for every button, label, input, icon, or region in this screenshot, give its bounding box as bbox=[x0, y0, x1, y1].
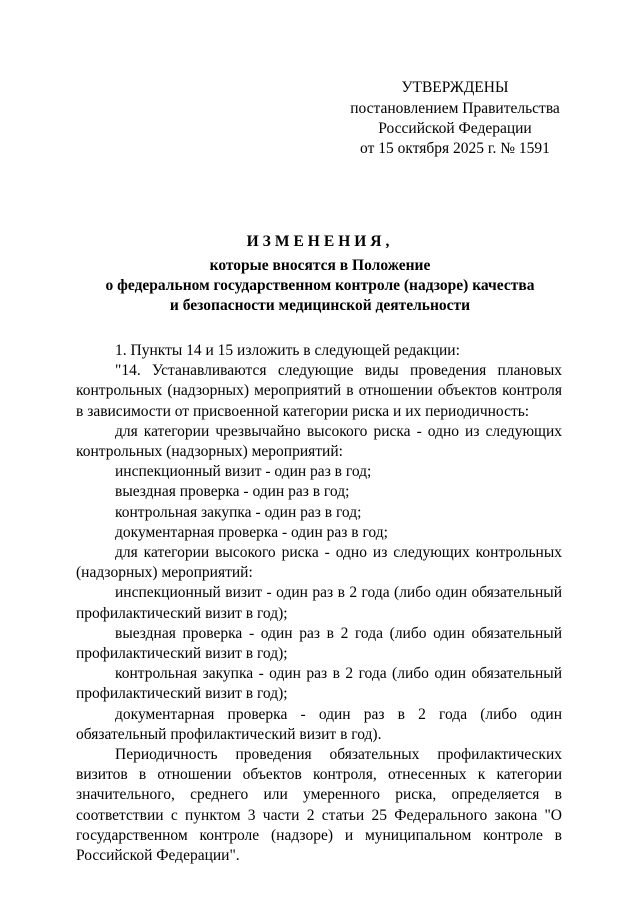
paragraph: выездная проверка - один раз в 2 года (либо один обязательный профилактический визит в год); bbox=[76, 624, 562, 663]
paragraph: инспекционный визит - один раз в год; bbox=[115, 463, 372, 481]
paragraph: для категории чрезвычайно высокого риска - одно из следующих контрольных (надзорных) мероприятий: bbox=[76, 422, 562, 461]
paragraph: инспекционный визит - один раз в 2 года (либо один обязательный профилактический визит в год); bbox=[76, 584, 562, 622]
document-subtitle bbox=[40, 256, 600, 316]
paragraph: для категории высокого риска - одно из следующих контрольных (надзорных) мероприятий: bbox=[76, 544, 562, 582]
subtitle-line: о федеральном государственном контроле (надзоре) качества bbox=[105, 277, 535, 294]
document-body bbox=[76, 341, 562, 866]
paragraph: документарная проверка - один раз в 2 года (либо один обязательный профилактический визит в год). bbox=[76, 705, 562, 743]
approval-heading: УТВЕРЖДЕНЫ bbox=[401, 79, 509, 96]
paragraph: документарная проверка - один раз в год; bbox=[115, 523, 388, 541]
subtitle-line: и безопасности медицинской деятельности bbox=[169, 297, 471, 314]
paragraph: "14. Устанавливаются следующие виды проведения плановых контрольных (надзорных) мероприятий в отношении объектов контроля в зависимости от присвоенной категории риска и их периодичность: bbox=[76, 362, 562, 420]
approval-line: постановлением Правительства bbox=[350, 100, 560, 117]
paragraph: контрольная закупка - один раз в год; bbox=[115, 503, 362, 521]
paragraph: Периодичность проведения обязательных профилактических визитов в отношении объектов контроля, отнесенных к категории значительного, среднего или умеренного риска, определяется в соответствии с пунктом 3 части 2 статьи 25 Федерального закона "О государственном контроле (надзоре) и муниципальном контроле в Российской Федерации". bbox=[76, 746, 562, 865]
approval-block bbox=[330, 78, 580, 159]
subtitle-line: которые вносятся в Положение bbox=[209, 257, 431, 274]
approval-line: Российской Федерации bbox=[378, 120, 532, 137]
paragraph: контрольная закупка - один раз в 2 года (либо один обязательный профилактический визит в год); bbox=[76, 665, 562, 703]
document-title: ИЗМЕНЕНИЯ, bbox=[246, 233, 394, 250]
approval-line: от 15 октября 2025 г. № 1591 bbox=[360, 140, 550, 157]
paragraph: 1. Пункты 14 и 15 изложить в следующей редакции: bbox=[115, 342, 460, 359]
paragraph: выездная проверка - один раз в год; bbox=[115, 483, 350, 501]
